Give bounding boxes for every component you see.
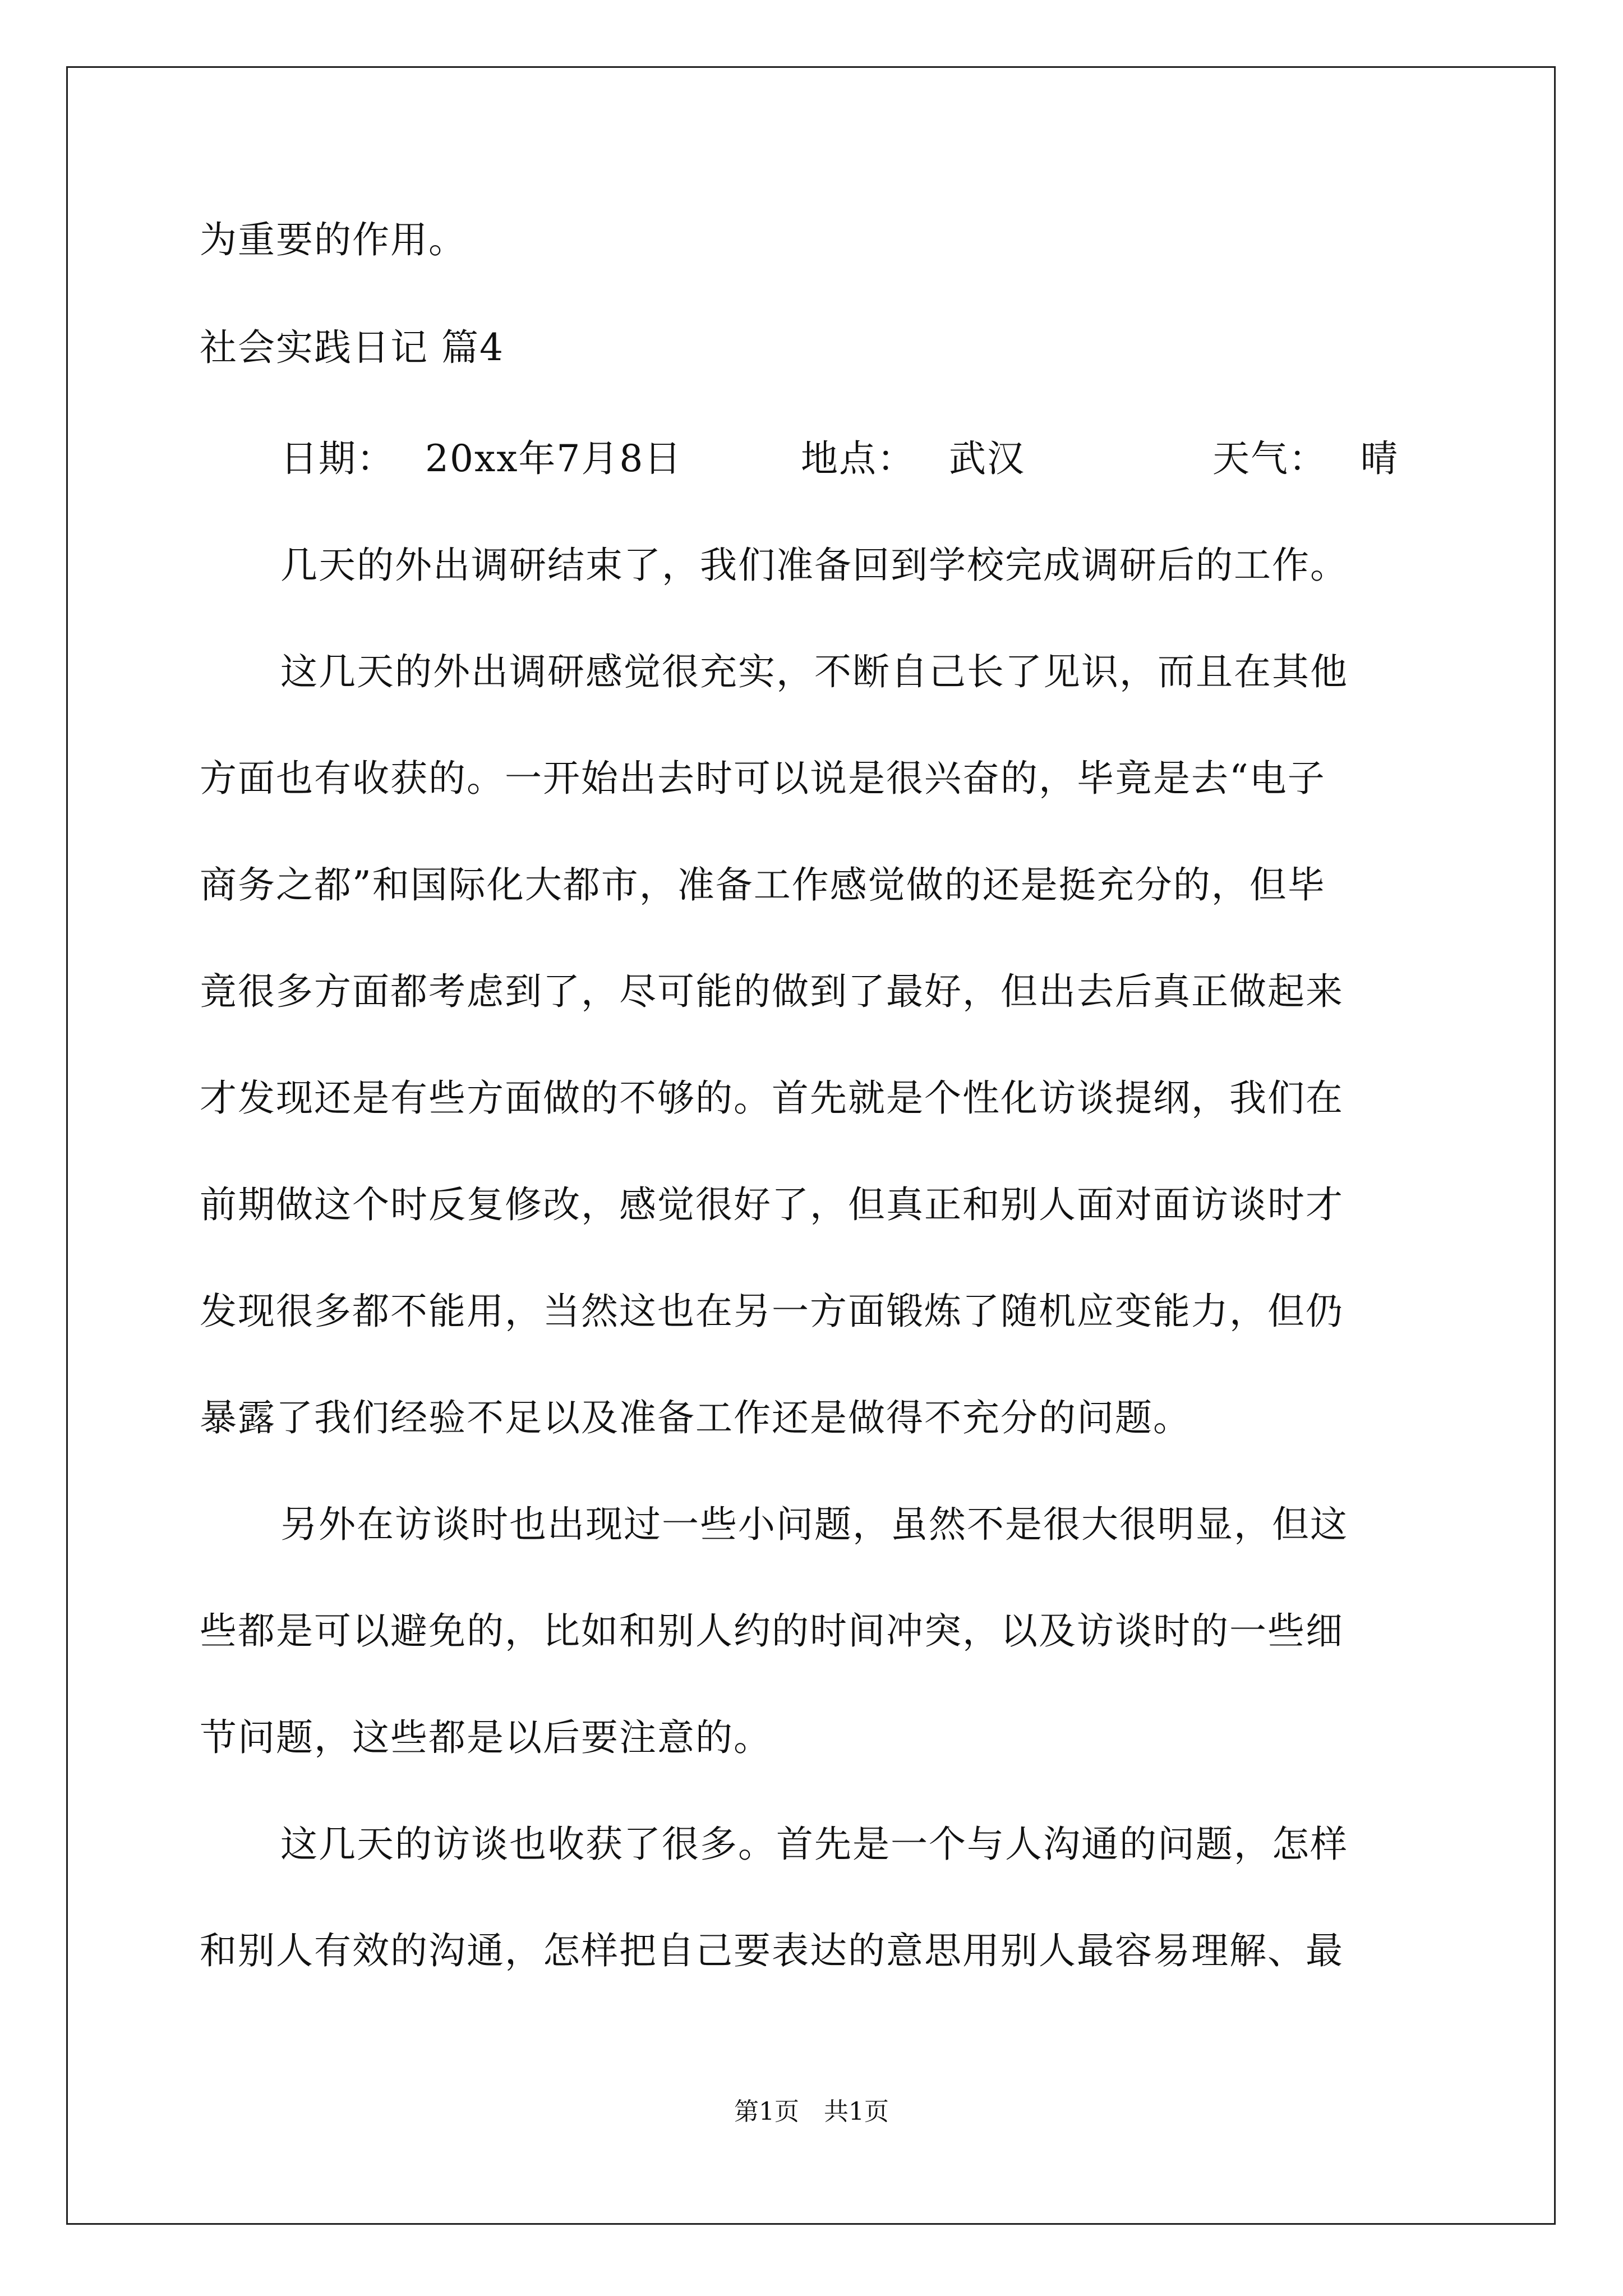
page-number-total: 共1页 bbox=[824, 2097, 889, 2126]
date-value: 20xx年7月8日 bbox=[425, 437, 683, 480]
paragraph-line: 另外在访谈时也出现过一些小问题，虽然不是很大很明显，但这 bbox=[280, 1503, 1348, 1546]
section-title: 社会实践日记 篇4 bbox=[200, 326, 504, 369]
paragraph-line: 节问题，这些都是以后要注意的。 bbox=[200, 1716, 772, 1759]
paragraph-line: 和别人有效的沟通，怎样把自己要表达的意思用别人最容易理解、最 bbox=[200, 1929, 1344, 1972]
paragraph-line: 才发现还是有些方面做的不够的。首先就是个性化访谈提纲，我们在 bbox=[200, 1076, 1344, 1120]
paragraph-line: 些都是可以避免的，比如和别人约的时间冲突，以及访谈时的一些细 bbox=[200, 1609, 1344, 1653]
page-footer bbox=[0, 2095, 1623, 2129]
paragraph-line: 竟很多方面都考虑到了，尽可能的做到了最好，但出去后真正做起来 bbox=[200, 970, 1344, 1013]
paragraph-line: 商务之都”和国际化大都市，准备工作感觉做的还是挺充分的，但毕 bbox=[200, 863, 1326, 907]
paragraph-line: 这几天的外出调研感觉很充实，不断自己长了见识，而且在其他 bbox=[280, 650, 1348, 693]
paragraph-line: 发现很多都不能用，当然这也在另一方面锻炼了随机应变能力，但仍 bbox=[200, 1290, 1344, 1333]
place-value: 武汉 bbox=[949, 437, 1025, 480]
weather-value: 晴 bbox=[1361, 437, 1399, 480]
page-border bbox=[66, 66, 1556, 2225]
paragraph-line: 暴露了我们经验不足以及准备工作还是做得不充分的问题。 bbox=[200, 1396, 1191, 1439]
page-number-current: 第1页 bbox=[734, 2097, 799, 2126]
place-label: 地点： bbox=[801, 437, 915, 480]
weather-label: 天气： bbox=[1212, 437, 1327, 480]
paragraph-line: 前期做这个时反复修改，感觉很好了，但真正和别人面对面访谈时才 bbox=[200, 1183, 1344, 1226]
paragraph-line: 方面也有收获的。一开始出去时可以说是很兴奋的，毕竟是去“电子 bbox=[200, 757, 1326, 800]
paragraph-line: 几天的外出调研结束了，我们准备回到学校完成调研后的工作。 bbox=[280, 544, 1348, 587]
date-label: 日期： bbox=[280, 437, 395, 480]
paragraph-line: 这几天的访谈也收获了很多。首先是一个与人沟通的问题，怎样 bbox=[280, 1823, 1348, 1866]
continuation-line: 为重要的作用。 bbox=[200, 218, 467, 261]
